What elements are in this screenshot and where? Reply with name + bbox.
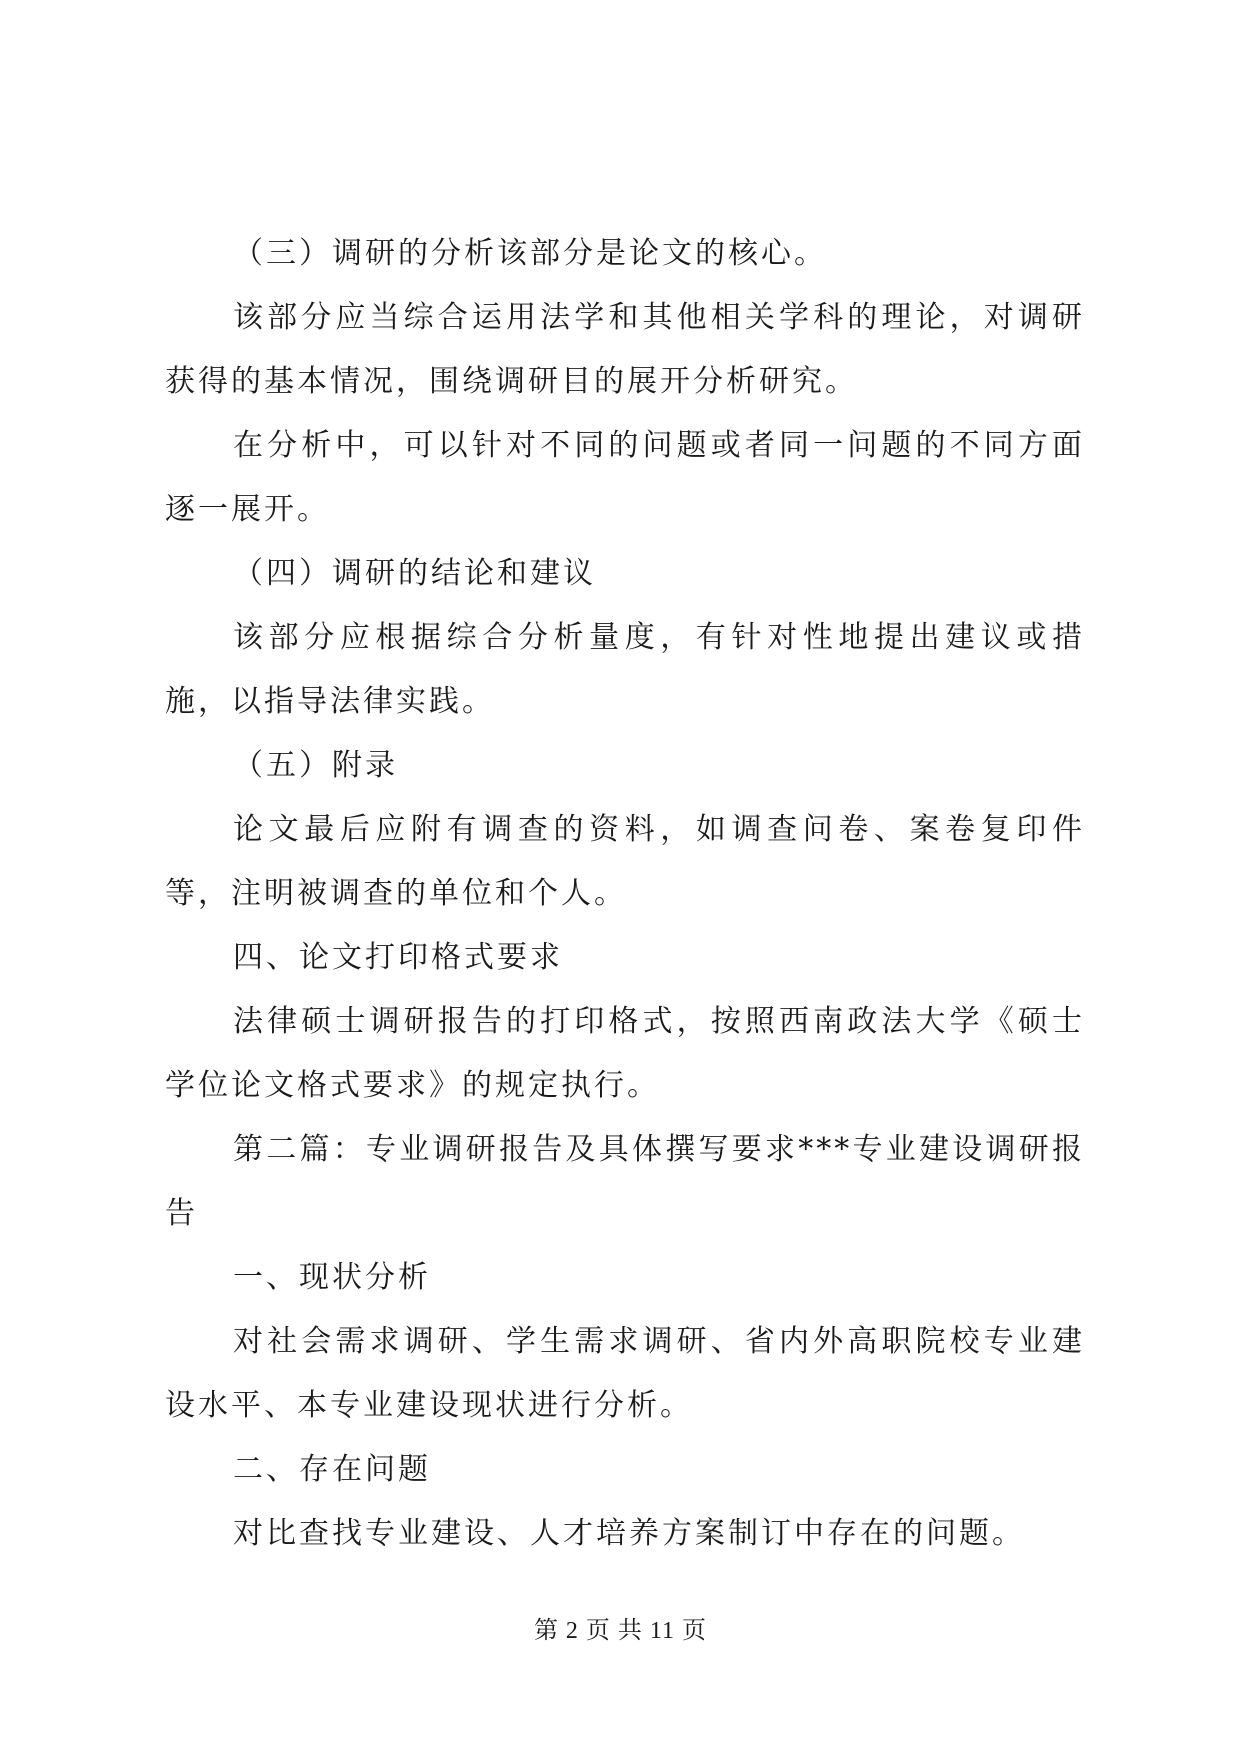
document-body [165,222,1085,1566]
paragraph: 该部分应当综合运用法学和其他相关学科的理论，对调研获得的基本情况，围绕调研目的展开分析研究。 [165,300,1085,399]
paragraph: 法律硕士调研报告的打印格式，按照西南政法大学《硕士学位论文格式要求》的规定执行。 [165,1004,1085,1103]
chapter-heading-part-two: 第二篇：专业调研报告及具体撰写要求***专业建设调研报告 [165,1132,1085,1231]
section-heading-status: 一、现状分析 [233,1260,431,1295]
section-heading-appendix: （五）附录 [233,748,398,783]
section-heading-conclusion: （四）调研的结论和建议 [233,556,596,591]
paragraph: 对社会需求调研、学生需求调研、省内外高职院校专业建设水平、本专业建设现状进行分析。 [165,1324,1085,1423]
paragraph: 该部分应根据综合分析量度，有针对性地提出建议或措施，以指导法律实践。 [165,620,1085,719]
section-heading-analysis: （三）调研的分析该部分是论文的核心。 [233,236,827,271]
paragraph: 论文最后应附有调查的资料，如调查问卷、案卷复印件等，注明被调查的单位和个人。 [165,812,1085,911]
page-footer: 第 2 页 共 11 页 [533,1618,708,1644]
paragraph: 在分析中，可以针对不同的问题或者同一问题的不同方面逐一展开。 [165,428,1085,527]
paragraph: 对比查找专业建设、人才培养方案制订中存在的问题。 [233,1516,1025,1551]
section-heading-print-format: 四、论文打印格式要求 [233,940,563,975]
section-heading-problems: 二、存在问题 [233,1452,431,1487]
